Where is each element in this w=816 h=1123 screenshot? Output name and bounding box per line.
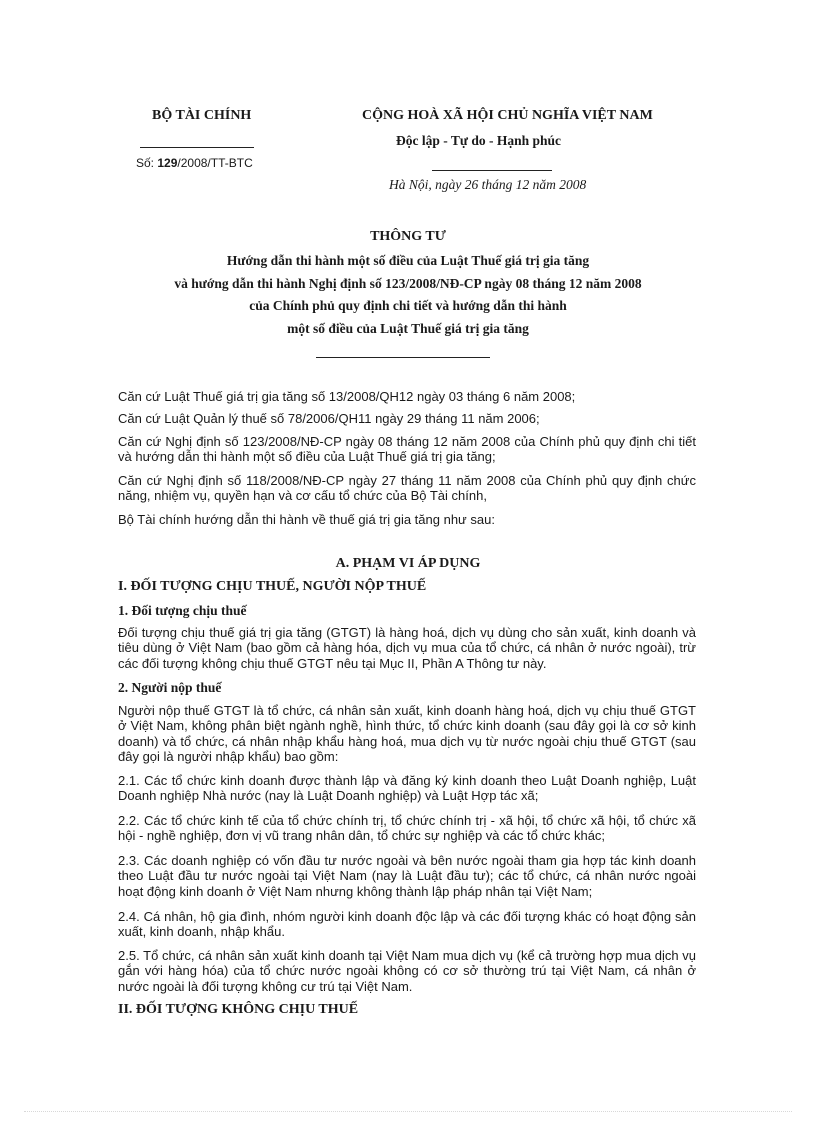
number-bold: 129	[157, 156, 178, 170]
document-number	[136, 156, 253, 170]
subsection-2-heading: 2. Người nộp thuế	[118, 680, 222, 695]
document-type-heading: THÔNG TƯ	[370, 229, 446, 244]
title-line-2: và hướng dẫn thi hành Nghị định số 123/2008/NĐ-CP ngày 08 tháng 12 năm 2008	[174, 276, 642, 291]
item-2-4: 2.4. Cá nhân, hộ gia đình, nhóm người kinh doanh độc lập và các đối tượng khác có hoạt động sản xuất, kinh doanh, nhập khẩu.	[118, 909, 696, 940]
title-line-4: một số điều của Luật Thuế giá trị gia tăng	[287, 321, 529, 336]
item-2-5: 2.5. Tổ chức, cá nhân sản xuất kinh doanh tại Việt Nam mua dịch vụ (kể cả trường hợp mua dịch vụ gắn với hàng hóa) của tổ chức nước ngoài không có cơ sở thường trú tại Việt Nam, cá nhân ở nước ngoài là đối tượng không cư trú tại Việt Nam.	[118, 948, 696, 994]
subsection-1-text: Đối tượng chịu thuế giá trị gia tăng (GTGT) là hàng hoá, dịch vụ dùng cho sản xuất, kinh doanh và tiêu dùng ở Việt Nam (bao gồm cả hàng hóa, dịch vụ mua của tổ chức, cá nhân ở nước ngoài), trừ các đối tượng không chịu thuế GTGT nêu tại Mục II, Phần A Thông tư này.	[118, 625, 696, 671]
ministry-underline	[140, 147, 254, 148]
national-motto: Độc lập - Tự do - Hạnh phúc	[396, 133, 562, 148]
motto-underline	[432, 170, 552, 171]
preamble-3: Căn cứ Nghị định số 123/2008/NĐ-CP ngày 08 tháng 12 năm 2008 của Chính phủ quy định chi tiết và hướng dẫn thi hành một số điều của Luật Thuế giá trị gia tăng;	[118, 434, 696, 465]
item-2-1: 2.1. Các tổ chức kinh doanh được thành lập và đăng ký kinh doanh theo Luật Doanh nghiệp, Luật Doanh nghiệp Nhà nước (nay là Luật Doanh nghiệp) và Luật Hợp tác xã;	[118, 773, 696, 804]
page-bottom-border	[24, 1111, 792, 1112]
number-prefix: Số:	[136, 156, 158, 170]
ministry-name: BỘ TÀI CHÍNH	[152, 108, 252, 123]
item-2-2: 2.2. Các tổ chức kinh tế của tổ chức chính trị, tổ chức chính trị - xã hội, tổ chức xã hội, tổ chức xã hội - nghề nghiệp, đơn vị vũ trang nhân dân, tổ chức sự nghiệp và các tổ chức khác;	[118, 813, 696, 844]
title-line-1: Hướng dẫn thi hành một số điều của Luật Thuế giá trị gia tăng	[226, 253, 590, 268]
subsection-2-text: Người nộp thuế GTGT là tổ chức, cá nhân sản xuất, kinh doanh hàng hoá, dịch vụ chịu thuế GTGT ở Việt Nam, không phân biệt ngành nghề, hình thức, tổ chức kinh doanh (sau đây gọi là cơ sở kinh doanh) và tổ chức, cá nhân nhập khẩu hàng hoá, mua dịch vụ từ nước ngoài chịu thuế GTGT (sau đây gọi là người nhập khẩu) bao gồm:	[118, 703, 696, 765]
country-name: CỘNG HOÀ XÃ HỘI CHỦ NGHĨA VIỆT NAM	[362, 108, 653, 123]
place-date: Hà Nội, ngày 26 tháng 12 năm 2008	[389, 177, 587, 192]
title-line-3: của Chính phủ quy định chi tiết và hướng dẫn thi hành	[249, 298, 567, 313]
title-underline	[316, 357, 490, 358]
number-suffix: /2008/TT-BTC	[177, 156, 253, 170]
preamble-1: Căn cứ Luật Thuế giá trị gia tăng số 13/2008/QH12 ngày 03 tháng 6 năm 2008;	[118, 389, 576, 404]
preamble-4: Căn cứ Nghị định số 118/2008/NĐ-CP ngày 27 tháng 11 năm 2008 của Chính phủ quy định chức năng, nhiệm vụ, quyền hạn và cơ cấu tổ chức của Bộ Tài chính,	[118, 473, 696, 504]
subsection-1-heading: 1. Đối tượng chịu thuế	[118, 603, 247, 618]
item-2-3: 2.3. Các doanh nghiệp có vốn đầu tư nước ngoài và bên nước ngoài tham gia hợp tác kinh doanh theo Luật đầu tư nước ngoài tại Việt Nam (nay là Luật đầu tư); các tổ chức, cá nhân nước ngoài hoạt động kinh doanh ở Việt Nam nhưng không thành lập pháp nhân tại Việt Nam;	[118, 853, 696, 899]
preamble-5: Bộ Tài chính hướng dẫn thi hành về thuế giá trị gia tăng như sau:	[118, 512, 495, 527]
section-2-heading: II. ĐỐI TƯỢNG KHÔNG CHỊU THUẾ	[118, 1002, 359, 1017]
section-1-heading: I. ĐỐI TƯỢNG CHỊU THUẾ, NGƯỜI NỘP THUẾ	[118, 579, 427, 594]
part-a-title: A. PHẠM VI ÁP DỤNG	[335, 556, 481, 571]
preamble-2: Căn cứ Luật Quản lý thuế số 78/2006/QH11 ngày 29 tháng 11 năm 2006;	[118, 411, 540, 426]
